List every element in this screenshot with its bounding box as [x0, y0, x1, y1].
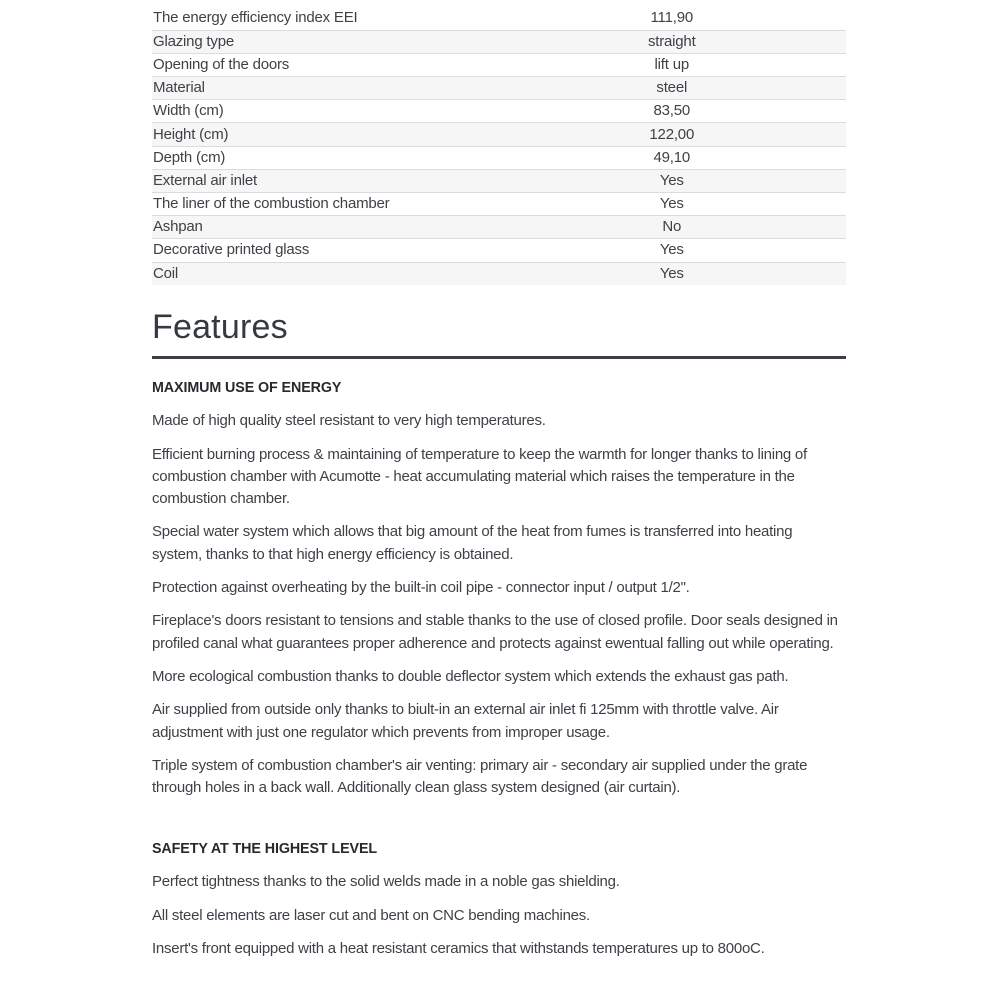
spec-label: Coil: [153, 264, 179, 282]
spec-value: steel: [656, 79, 688, 97]
section-heading: SAFETY AT THE HIGHEST LEVEL: [152, 841, 378, 858]
table-row: [152, 193, 846, 216]
feature-paragraph: Air supplied from outside only thanks to biult-in an external air inlet fi 125mm with throttle valve. Air adjustment with just one regulator which prevents from improper usage.: [152, 701, 779, 741]
spec-value: 122,00: [649, 125, 695, 143]
table-row: [152, 7, 846, 30]
table-row: [152, 100, 846, 123]
features-section-energy: [152, 378, 846, 799]
spec-label: The liner of the combustion chamber: [152, 193, 503, 216]
table-row: [152, 262, 846, 285]
feature-paragraph: Efficient burning process & maintaining of temperature to keep the warmth for longer thanks to lining of combustion chamber with Acumotte - heat accumulating material which raises the temperature in the combustion chamber.: [152, 445, 807, 508]
spec-label: Ashpan: [152, 216, 503, 239]
spec-value: No: [662, 218, 682, 236]
spec-label: Height (cm): [152, 123, 503, 146]
feature-paragraph: Insert's front equipped with a heat resistant ceramics that withstands temperatures up to 800oC.: [152, 940, 765, 957]
feature-paragraph: Protection against overheating by the built-in coil pipe - connector input / output 1/2".: [152, 579, 690, 597]
product-details: [152, 7, 846, 960]
table-row: [152, 77, 846, 100]
feature-paragraph: Special water system which allows that big amount of the heat from fumes is transferred into heating system, thanks to that high energy efficiency is obtained.: [152, 523, 793, 563]
spec-label: Decorative printed glass: [152, 239, 503, 262]
spec-label: The energy efficiency index EEI: [152, 7, 503, 30]
feature-paragraph: Triple system of combustion chamber's air venting: primary air - secondary air supplied under the grate through holes in a back wall. Additionally clean glass system designed (air curtain).: [152, 756, 808, 797]
spec-value: Yes: [659, 171, 684, 189]
features-section-safety: [152, 839, 846, 960]
features-heading: Features: [152, 307, 846, 359]
spec-value: straight: [647, 32, 696, 50]
spec-value: 83,50: [653, 102, 691, 120]
table-row: [152, 53, 846, 76]
specifications-table: [152, 7, 846, 285]
spec-label: Material: [152, 77, 503, 100]
table-row: [152, 30, 846, 53]
spec-value: 111,90: [650, 9, 693, 27]
table-row: [152, 169, 846, 192]
spec-value: 49,10: [653, 148, 691, 166]
spec-value: Yes: [659, 195, 684, 213]
spec-label: Glazing type: [152, 30, 503, 53]
spec-label: External air inlet: [152, 169, 503, 192]
spec-value: lift up: [654, 55, 689, 73]
table-row: [152, 216, 846, 239]
spec-label: Opening of the doors: [152, 53, 503, 76]
feature-paragraph: Fireplace's doors resistant to tensions and stable thanks to the use of closed profile. Door seals designed in profiled canal what guarantees proper adherence and protects against ewentual falling out while operating.: [152, 612, 838, 652]
feature-paragraph: More ecological combustion thanks to double deflector system which extends the exhaust gas path.: [152, 667, 789, 685]
feature-paragraph: Made of high quality steel resistant to very high temperatures.: [152, 412, 546, 430]
table-row: [152, 123, 846, 146]
feature-paragraph: Perfect tightness thanks to the solid welds made in a noble gas shielding.: [152, 873, 620, 891]
section-heading: MAXIMUM USE OF ENERGY: [152, 380, 342, 397]
spec-value: Yes: [659, 241, 684, 259]
feature-paragraph: All steel elements are laser cut and bent on CNC bending machines.: [152, 906, 590, 924]
table-row: [152, 239, 846, 262]
spec-label: Depth (cm): [152, 146, 503, 169]
spec-value: Yes: [659, 264, 684, 282]
spec-label: Width (cm): [152, 100, 503, 123]
table-row: [152, 146, 846, 169]
